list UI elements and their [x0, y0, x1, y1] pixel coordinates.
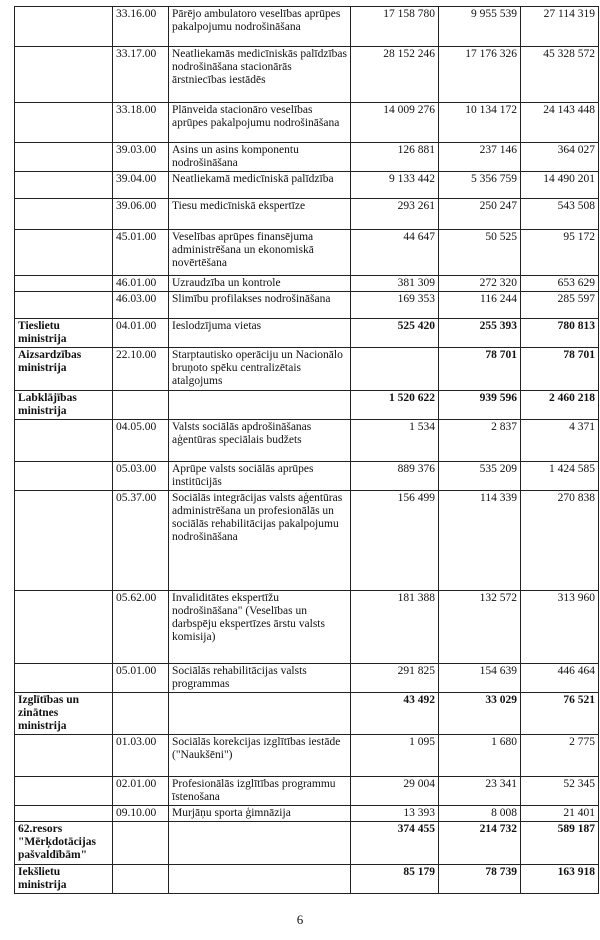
value-col-3: 45 328 572 — [521, 47, 599, 103]
value-col-3: 285 597 — [521, 292, 599, 319]
budget-table-body — [15, 7, 599, 894]
ministry-cell: Aizsardzības ministrija — [15, 348, 113, 391]
program-code: 22.10.00 — [113, 348, 169, 391]
program-code: 05.62.00 — [113, 591, 169, 664]
program-code: 39.03.00 — [113, 143, 169, 172]
table-row — [15, 591, 599, 664]
program-code: 05.37.00 — [113, 491, 169, 591]
ministry-cell — [15, 230, 113, 276]
table-row — [15, 822, 599, 865]
value-col-1: 9 133 442 — [351, 172, 439, 199]
ministry-cell — [15, 103, 113, 143]
table-row — [15, 735, 599, 777]
value-col-2: 10 134 172 — [439, 103, 521, 143]
program-code: 01.03.00 — [113, 735, 169, 777]
table-row — [15, 199, 599, 230]
value-col-3: 163 918 — [521, 865, 599, 894]
value-col-3: 24 143 448 — [521, 103, 599, 143]
ministry-cell — [15, 591, 113, 664]
program-description: Veselības aprūpes finansējuma administrēšana un ekonomiskā novērtēšana — [169, 230, 351, 276]
ministry-cell — [15, 420, 113, 462]
value-col-1 — [351, 348, 439, 391]
budget-table — [14, 6, 599, 894]
value-col-3: 446 464 — [521, 664, 599, 693]
table-row — [15, 47, 599, 103]
value-col-1: 169 353 — [351, 292, 439, 319]
program-code — [113, 391, 169, 420]
program-code: 39.06.00 — [113, 199, 169, 230]
table-row — [15, 348, 599, 391]
value-col-1: 525 420 — [351, 319, 439, 348]
value-col-3: 27 114 319 — [521, 7, 599, 47]
value-col-1: 156 499 — [351, 491, 439, 591]
table-row — [15, 172, 599, 199]
program-code: 45.01.00 — [113, 230, 169, 276]
value-col-3: 21 401 — [521, 806, 599, 822]
program-description: Ieslodzījuma vietas — [169, 319, 351, 348]
value-col-1: 1 534 — [351, 420, 439, 462]
program-description: Sociālās rehabilitācijas valsts programmas — [169, 664, 351, 693]
program-description: Neatliekamā medicīniskā palīdzība — [169, 172, 351, 199]
page-number: 6 — [296, 912, 304, 927]
program-code: 33.16.00 — [113, 7, 169, 47]
value-col-2: 939 596 — [439, 391, 521, 420]
table-row — [15, 462, 599, 491]
value-col-2: 114 339 — [439, 491, 521, 591]
value-col-3: 14 490 201 — [521, 172, 599, 199]
program-code — [113, 865, 169, 894]
value-col-2: 9 955 539 — [439, 7, 521, 47]
program-code: 46.01.00 — [113, 276, 169, 292]
program-code: 09.10.00 — [113, 806, 169, 822]
program-description — [169, 865, 351, 894]
ministry-cell — [15, 7, 113, 47]
program-description: Sociālās korekcijas izglītības iestāde ("Naukšēni") — [169, 735, 351, 777]
value-col-1: 28 152 246 — [351, 47, 439, 103]
value-col-2: 214 732 — [439, 822, 521, 865]
value-col-1: 1 095 — [351, 735, 439, 777]
table-row — [15, 777, 599, 806]
table-row — [15, 693, 599, 735]
value-col-2: 272 320 — [439, 276, 521, 292]
table-row — [15, 491, 599, 591]
ministry-cell — [15, 172, 113, 199]
ministry-cell — [15, 462, 113, 491]
value-col-2: 116 244 — [439, 292, 521, 319]
program-code: 04.01.00 — [113, 319, 169, 348]
program-code — [113, 693, 169, 735]
ministry-cell — [15, 664, 113, 693]
table-row — [15, 143, 599, 172]
value-col-2: 2 837 — [439, 420, 521, 462]
value-col-3: 2 460 218 — [521, 391, 599, 420]
value-col-1: 85 179 — [351, 865, 439, 894]
table-row — [15, 103, 599, 143]
table-row — [15, 7, 599, 47]
ministry-cell — [15, 276, 113, 292]
value-col-1: 17 158 780 — [351, 7, 439, 47]
program-description: Aprūpe valsts sociālās aprūpes institūcijās — [169, 462, 351, 491]
value-col-1: 374 455 — [351, 822, 439, 865]
ministry-cell: Tieslietu ministrija — [15, 319, 113, 348]
program-code: 46.03.00 — [113, 292, 169, 319]
ministry-cell — [15, 491, 113, 591]
program-code: 04.05.00 — [113, 420, 169, 462]
ministry-cell: Iekšlietu ministrija — [15, 865, 113, 894]
table-row — [15, 276, 599, 292]
value-col-2: 154 639 — [439, 664, 521, 693]
value-col-1: 381 309 — [351, 276, 439, 292]
value-col-3: 313 960 — [521, 591, 599, 664]
value-col-2: 1 680 — [439, 735, 521, 777]
program-description: Tiesu medicīniskā ekspertīze — [169, 199, 351, 230]
value-col-2: 132 572 — [439, 591, 521, 664]
ministry-cell: 62.resors "Mērķdotācijas pašvaldībām" — [15, 822, 113, 865]
ministry-cell: Labklājības ministrija — [15, 391, 113, 420]
value-col-1: 889 376 — [351, 462, 439, 491]
value-col-3: 78 701 — [521, 348, 599, 391]
value-col-3: 76 521 — [521, 693, 599, 735]
program-description: Plānveida stacionāro veselības aprūpes pakalpojumu nodrošināšana — [169, 103, 351, 143]
value-col-1: 14 009 276 — [351, 103, 439, 143]
value-col-1: 13 393 — [351, 806, 439, 822]
program-description — [169, 822, 351, 865]
ministry-cell — [15, 143, 113, 172]
program-description — [169, 391, 351, 420]
program-description: Murjāņu sporta ģimnāzija — [169, 806, 351, 822]
value-col-2: 33 029 — [439, 693, 521, 735]
value-col-3: 95 172 — [521, 230, 599, 276]
table-row — [15, 292, 599, 319]
program-code: 05.01.00 — [113, 664, 169, 693]
ministry-cell — [15, 292, 113, 319]
program-description: Sociālās integrācijas valsts aģentūras administrēšana un profesionālās un sociālās rehabilitācijas pakalpojumu nodrošināšana — [169, 491, 351, 591]
value-col-2: 535 209 — [439, 462, 521, 491]
program-description: Starptautisko operāciju un Nacionālo bruņoto spēku centralizētais atalgojums — [169, 348, 351, 391]
value-col-3: 364 027 — [521, 143, 599, 172]
table-row — [15, 664, 599, 693]
program-description: Uzraudzība un kontrole — [169, 276, 351, 292]
program-code: 02.01.00 — [113, 777, 169, 806]
ministry-cell — [15, 777, 113, 806]
program-code: 33.17.00 — [113, 47, 169, 103]
table-row — [15, 420, 599, 462]
program-description: Profesionālās izglītības programmu īstenošana — [169, 777, 351, 806]
program-description: Valsts sociālās apdrošināšanas aģentūras speciālais budžets — [169, 420, 351, 462]
ministry-cell — [15, 199, 113, 230]
value-col-2: 17 176 326 — [439, 47, 521, 103]
value-col-1: 181 388 — [351, 591, 439, 664]
value-col-2: 50 525 — [439, 230, 521, 276]
value-col-1: 291 825 — [351, 664, 439, 693]
value-col-3: 589 187 — [521, 822, 599, 865]
table-row — [15, 391, 599, 420]
value-col-2: 78 739 — [439, 865, 521, 894]
value-col-3: 780 813 — [521, 319, 599, 348]
ministry-cell — [15, 735, 113, 777]
program-code: 05.03.00 — [113, 462, 169, 491]
program-description: Asins un asins komponentu nodrošināšana — [169, 143, 351, 172]
value-col-3: 52 345 — [521, 777, 599, 806]
value-col-3: 653 629 — [521, 276, 599, 292]
program-code: 33.18.00 — [113, 103, 169, 143]
value-col-1: 29 004 — [351, 777, 439, 806]
table-row — [15, 865, 599, 894]
value-col-1: 1 520 622 — [351, 391, 439, 420]
ministry-cell: Izglītības un zinātnes ministrija — [15, 693, 113, 735]
program-description: Slimību profilakses nodrošināšana — [169, 292, 351, 319]
value-col-2: 5 356 759 — [439, 172, 521, 199]
program-description: Neatliekamās medicīniskās palīdzības nodrošināšana stacionārās ārstniecības iestādēs — [169, 47, 351, 103]
value-col-1: 293 261 — [351, 199, 439, 230]
value-col-1: 126 881 — [351, 143, 439, 172]
table-row — [15, 319, 599, 348]
table-row — [15, 806, 599, 822]
value-col-1: 44 647 — [351, 230, 439, 276]
program-code: 39.04.00 — [113, 172, 169, 199]
ministry-cell — [15, 806, 113, 822]
value-col-2: 78 701 — [439, 348, 521, 391]
program-description: Invaliditātes ekspertīžu nodrošināšana" (Veselības un darbspēju ekspertīzes ārstu valsts komisija) — [169, 591, 351, 664]
program-description: Pārējo ambulatoro veselības aprūpes pakalpojumu nodrošināšana — [169, 7, 351, 47]
value-col-2: 23 341 — [439, 777, 521, 806]
table-row — [15, 230, 599, 276]
value-col-2: 8 008 — [439, 806, 521, 822]
value-col-2: 237 146 — [439, 143, 521, 172]
ministry-cell — [15, 47, 113, 103]
value-col-3: 1 424 585 — [521, 462, 599, 491]
value-col-3: 543 508 — [521, 199, 599, 230]
program-description — [169, 693, 351, 735]
value-col-3: 4 371 — [521, 420, 599, 462]
value-col-1: 43 492 — [351, 693, 439, 735]
value-col-2: 250 247 — [439, 199, 521, 230]
value-col-3: 270 838 — [521, 491, 599, 591]
value-col-3: 2 775 — [521, 735, 599, 777]
value-col-2: 255 393 — [439, 319, 521, 348]
program-code — [113, 822, 169, 865]
